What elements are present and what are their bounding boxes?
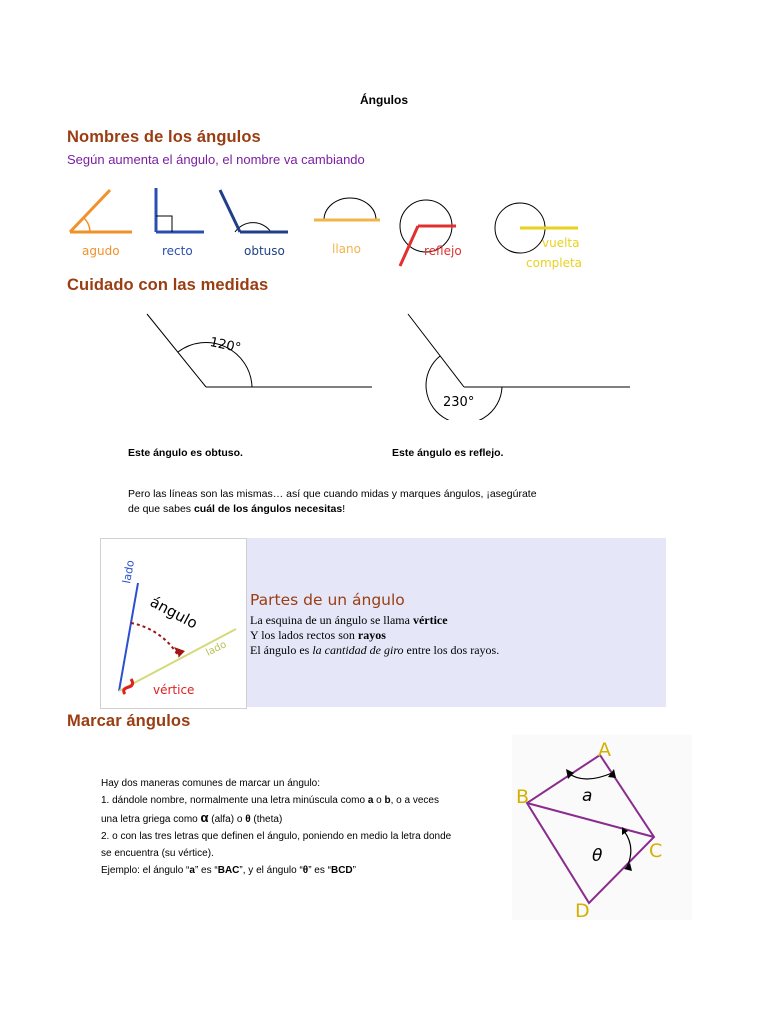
figure-background	[512, 735, 692, 920]
note-line-2-post: !	[342, 503, 346, 515]
measures-heading: Cuidado con las medidas	[67, 276, 269, 294]
vertex-A-label: A	[598, 739, 611, 761]
parts-line3-post: entre los dos rayos.	[403, 643, 500, 657]
angle-types-figure	[60, 178, 600, 273]
label-obtuso: obtuso	[244, 244, 285, 258]
vertex-arrow-icon	[124, 679, 133, 694]
acute-angle-drawing	[70, 190, 132, 232]
mark-line-2: 1. dándole nombre, normalmente una letra minúscula como a o b, o a veces	[101, 795, 439, 806]
measures-figure	[120, 300, 650, 420]
parts-line3-italic: la cantidad de giro	[312, 643, 404, 657]
parts-line3-pre: El ángulo es	[250, 643, 313, 657]
vertex-C-label: C	[649, 840, 663, 862]
parts-line2-pre: Y los lados rectos son	[250, 628, 358, 642]
mark-line-5: se encuentra (su vértice).	[101, 848, 214, 859]
label-llano: llano	[332, 242, 361, 256]
obtuse-angle-drawing	[220, 190, 288, 232]
note-line-1: Pero las líneas son las mismas… así que cuando midas y marques ángulos, ¡asegúrate	[128, 488, 537, 500]
lado-label-green: lado	[204, 639, 229, 659]
mark-line-6: Ejemplo: el ángulo “a” es “BAC”, y el ángulo “θ” es “BCD”	[101, 865, 356, 876]
quadrilateral-figure	[512, 735, 692, 920]
mark-line-3: una letra griega como α (alfa) o θ (theta)	[101, 810, 283, 825]
lado-label-blue: lado	[120, 559, 138, 585]
label-reflejo: reflejo	[424, 244, 462, 258]
vertice-label: vértice	[153, 683, 195, 697]
right-angle-drawing	[156, 188, 204, 232]
names-subtitle: Según aumenta el ángulo, el nombre va cambiando	[67, 152, 365, 167]
names-heading: Nombres de los ángulos	[67, 128, 261, 146]
measures-note	[128, 487, 598, 517]
parts-line1-pre: La esquina de un ángulo se llama	[250, 613, 413, 627]
parts-line1-bold: vértice	[412, 613, 448, 627]
caption-obtuse: Este ángulo es obtuso.	[128, 447, 243, 459]
mark-text	[101, 775, 511, 879]
vertex-D-label: D	[575, 900, 590, 920]
note-line-2-pre: de que sabes	[128, 503, 194, 515]
parts-panel	[247, 538, 666, 707]
angle-a-label: a	[582, 786, 593, 806]
angle-120-label: 120°	[208, 335, 243, 357]
parts-diagram-box	[100, 538, 247, 709]
parts-text	[250, 613, 499, 658]
parts-diagram	[101, 539, 246, 708]
mark-line-4: 2. o con las tres letras que definen el ángulo, poniendo en medio la letra donde	[101, 831, 452, 842]
label-completa: completa	[526, 256, 583, 270]
parts-title: Partes de un ángulo	[250, 591, 405, 609]
label-vuelta: vuelta	[542, 236, 580, 250]
angle-theta-label: θ	[592, 846, 603, 866]
parts-line2-bold: rayos	[357, 628, 386, 642]
document-title: Ángulos	[360, 93, 408, 107]
label-agudo: agudo	[82, 244, 120, 258]
obtuse-measure-drawing	[147, 314, 372, 387]
vertex-B-label: B	[516, 786, 530, 808]
label-recto: recto	[162, 244, 193, 258]
angulo-label: ángulo	[147, 592, 201, 633]
mark-heading: Marcar ángulos	[67, 712, 191, 730]
caption-reflex: Este ángulo es reflejo.	[392, 447, 504, 459]
angle-230-label: 230°	[443, 395, 475, 410]
mark-line-1: Hay dos maneras comunes de marcar un ángulo:	[101, 778, 321, 789]
reflex-measure-drawing	[408, 314, 630, 420]
straight-angle-drawing	[314, 198, 380, 220]
note-line-2-bold: cuál de los ángulos necesitas	[193, 503, 343, 515]
